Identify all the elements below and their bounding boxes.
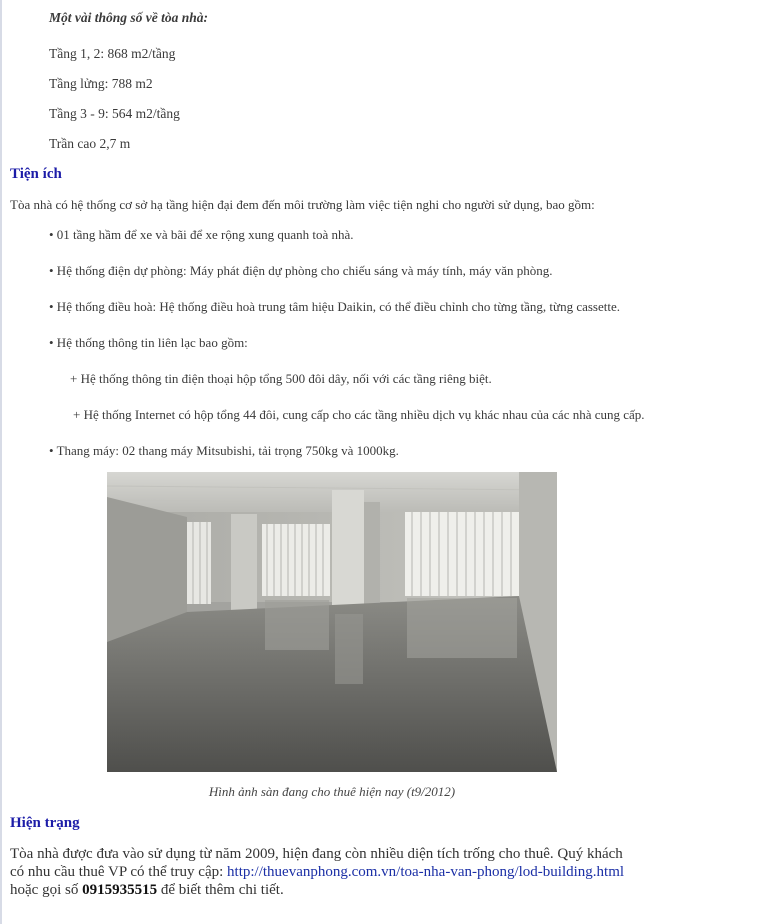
photo-caption: Hình ảnh sàn đang cho thuê hiện nay (t9/2012) (208, 784, 456, 799)
status-paragraph (10, 845, 630, 899)
spec-item: Tầng 1, 2: 868 m2/tầng (49, 46, 176, 61)
spec-item: Tầng lửng: 788 m2 (49, 76, 153, 91)
listing-link[interactable]: http://thuevanphong.com.vn/toa-nha-van-phong/lod-building.html (227, 864, 625, 880)
status-text: để biết thêm chi tiết. (157, 882, 284, 898)
spec-item: Trần cao 2,7 m (49, 136, 131, 151)
status-text: Tòa nhà được đưa vào sử dụng từ năm 2009, hiện đang còn nhiều diện tích trống cho thuê. Quý khách có nhu cầu thuê VP có thể truy cập: (10, 846, 623, 880)
amenity-bullet: • Hệ thống điện dự phòng: Máy phát điện dự phòng cho chiếu sáng và máy tính, máy văn phòng. (49, 263, 553, 278)
amenities-intro: Tòa nhà có hệ thống cơ sở hạ tầng hiện đại đem đến môi trường làm việc tiện nghi cho người sử dụng, bao gồm: (10, 197, 595, 212)
spec-item: Tầng 3 - 9: 564 m2/tầng (49, 106, 180, 121)
amenity-bullet: • Hệ thống điều hoà: Hệ thống điều hoà trung tâm hiệu Daikin, có thể điều chỉnh cho từng tầng, từng cassette. (49, 299, 621, 314)
amenity-sub-item: + Hệ thống thông tin điện thoại hộp tổng 500 đôi dây, nối với các tầng riêng biệt. (70, 371, 492, 386)
status-text: hoặc gọi số (10, 882, 83, 898)
amenity-bullet: • Thang máy: 02 thang máy Mitsubishi, tải trọng 750kg và 1000kg. (49, 443, 399, 458)
status-heading: Hiện trạng (10, 815, 80, 831)
office-floor-photo (107, 472, 557, 772)
phone-number: 0915935515 (82, 882, 158, 898)
specs-title: Một vài thông số về tòa nhà: (49, 10, 209, 25)
amenity-bullet: • 01 tầng hầm để xe và bãi để xe rộng xung quanh toà nhà. (49, 227, 354, 242)
amenities-heading: Tiện ích (10, 166, 62, 182)
office-floor-illustration (107, 472, 557, 772)
amenity-bullet: • Hệ thống thông tin liên lạc bao gồm: (49, 335, 248, 350)
amenity-sub-item: + Hệ thống Internet có hộp tổng 44 đôi, cung cấp cho các tầng nhiều dịch vụ khác nhau của các nhà cung cấp. (73, 407, 645, 422)
